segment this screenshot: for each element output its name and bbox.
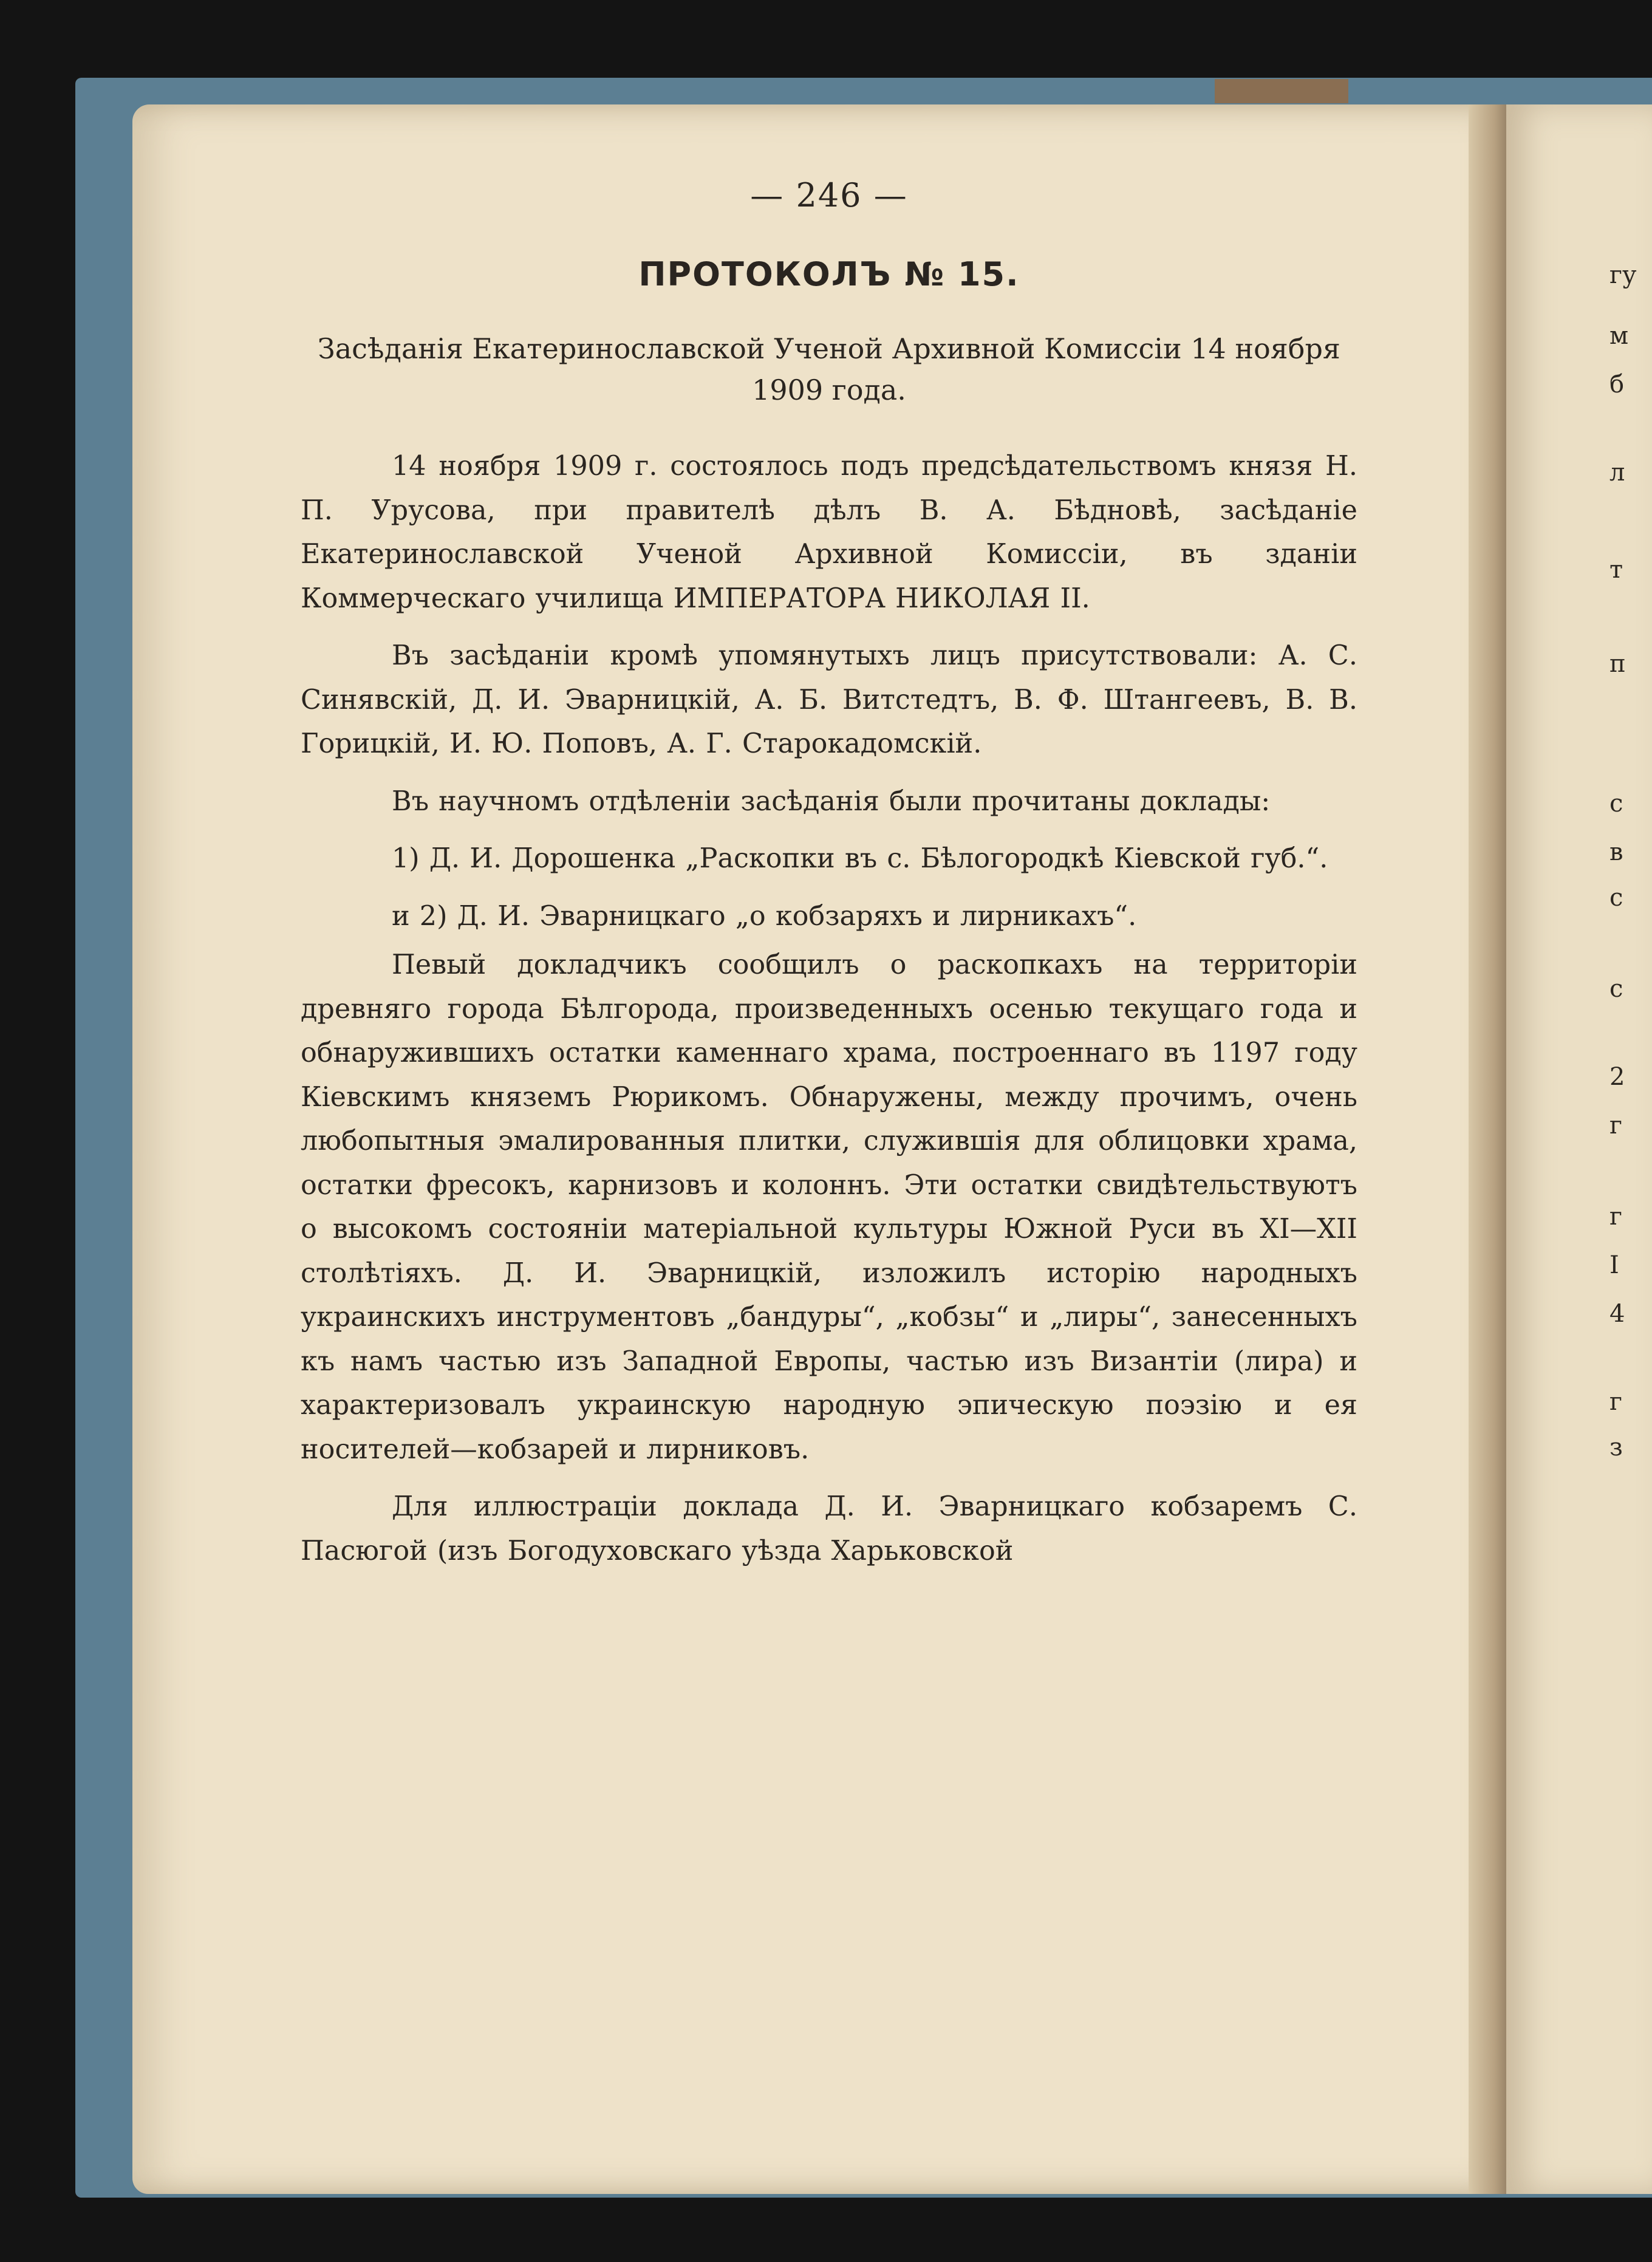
page-number: — 246 — (750, 176, 908, 214)
paragraph: и 2) Д. И. Эварницкаго „о кобзаряхъ и лирникахъ“. (392, 900, 1137, 932)
session-subheading: Засѣданія Екатеринославской Ученой Архивной Комиссіи 14 ноября 1909 года. (318, 332, 1340, 406)
fragment: п (1609, 650, 1626, 678)
fragment: с (1609, 790, 1623, 818)
fragment: г (1609, 1203, 1622, 1231)
fragment: с (1609, 884, 1623, 912)
page-text (301, 176, 1357, 1587)
fragment: 4 (1609, 1300, 1625, 1328)
paragraph: 14 ноября 1909 г. состоялось подъ предсѣдательствомъ князя Н. П. Урусова, при правителѣ дѣлъ В. А. Бѣдновѣ, засѣданіе Екатеринославской Ученой Архивной Комиссіи, въ зданіи Коммерческаго училища ИМПЕРАТОРА НИКОЛАЯ II. (301, 451, 1357, 614)
fragment: г (1609, 1388, 1622, 1416)
fragment: л (1609, 459, 1625, 487)
paragraph: Въ научномъ отдѣленіи засѣданія были прочитаны доклады: (392, 785, 1271, 817)
cover-label-strip (1215, 79, 1348, 103)
protocol-heading: ПРОТОКОЛЪ № 15. (638, 255, 1020, 293)
fragment: з (1609, 1433, 1623, 1461)
paragraph: Певый докладчикъ сообщилъ о раскопкахъ на территоріи древняго города Бѣлгорода, произведенныхъ осенью текущаго года и обнаружившихъ остатки каменнаго храма, построеннаго въ 1197 году Кіевскимъ княземъ Рюрикомъ. Обнаружены, между прочимъ, очень любопытныя эмалированныя плитки, служившія для облицовки храма, остатки фресокъ, карнизовъ и колоннъ. Эти остатки свидѣтельствуютъ о высокомъ состояніи матеріальной культуры Южной Руси въ XI—XII столѣтіяхъ. Д. И. Эварницкій, изложилъ исторію народныхъ украинскихъ инструментовъ „бандуры“, „кобзы“ и „лиры“, занесенныхъ къ намъ частью изъ Западной Европы, частью изъ Византіи (лира) и характеризовалъ украинскую народную эпическую поэзію и ея носителей—кобзарей и лирниковъ. (301, 949, 1357, 1465)
fragment: 2 (1609, 1063, 1625, 1091)
paragraph: Для иллюстраціи доклада Д. И. Эварницкаго кобзаремъ С. Пасюгой (изъ Богодуховскаго уѣзда Харьковской (301, 1491, 1357, 1567)
fragment: І (1609, 1251, 1619, 1279)
fragment: гу (1609, 261, 1637, 289)
right-page-text-fragments (1609, 0, 1652, 2262)
paragraph: Въ засѣданіи кромѣ упомянутыхъ лицъ присутствовали: А. С. Синявскій, Д. И. Эварницкій, А. Б. Витстедтъ, В. Ф. Штангеевъ, В. В. Горицкій, И. Ю. Поповъ, А. Г. Старокадомскій. (301, 640, 1357, 759)
fragment: в (1609, 838, 1623, 866)
fragment: м (1609, 322, 1629, 350)
fragment: с (1609, 975, 1623, 1003)
paragraph: 1) Д. И. Дорошенка „Раскопки въ с. Бѣлогородкѣ Кіевской губ.“. (392, 843, 1328, 874)
fragment: б (1609, 371, 1625, 398)
fragment: т (1609, 556, 1623, 584)
fragment: г (1609, 1112, 1622, 1140)
book-gutter (1469, 104, 1511, 2194)
